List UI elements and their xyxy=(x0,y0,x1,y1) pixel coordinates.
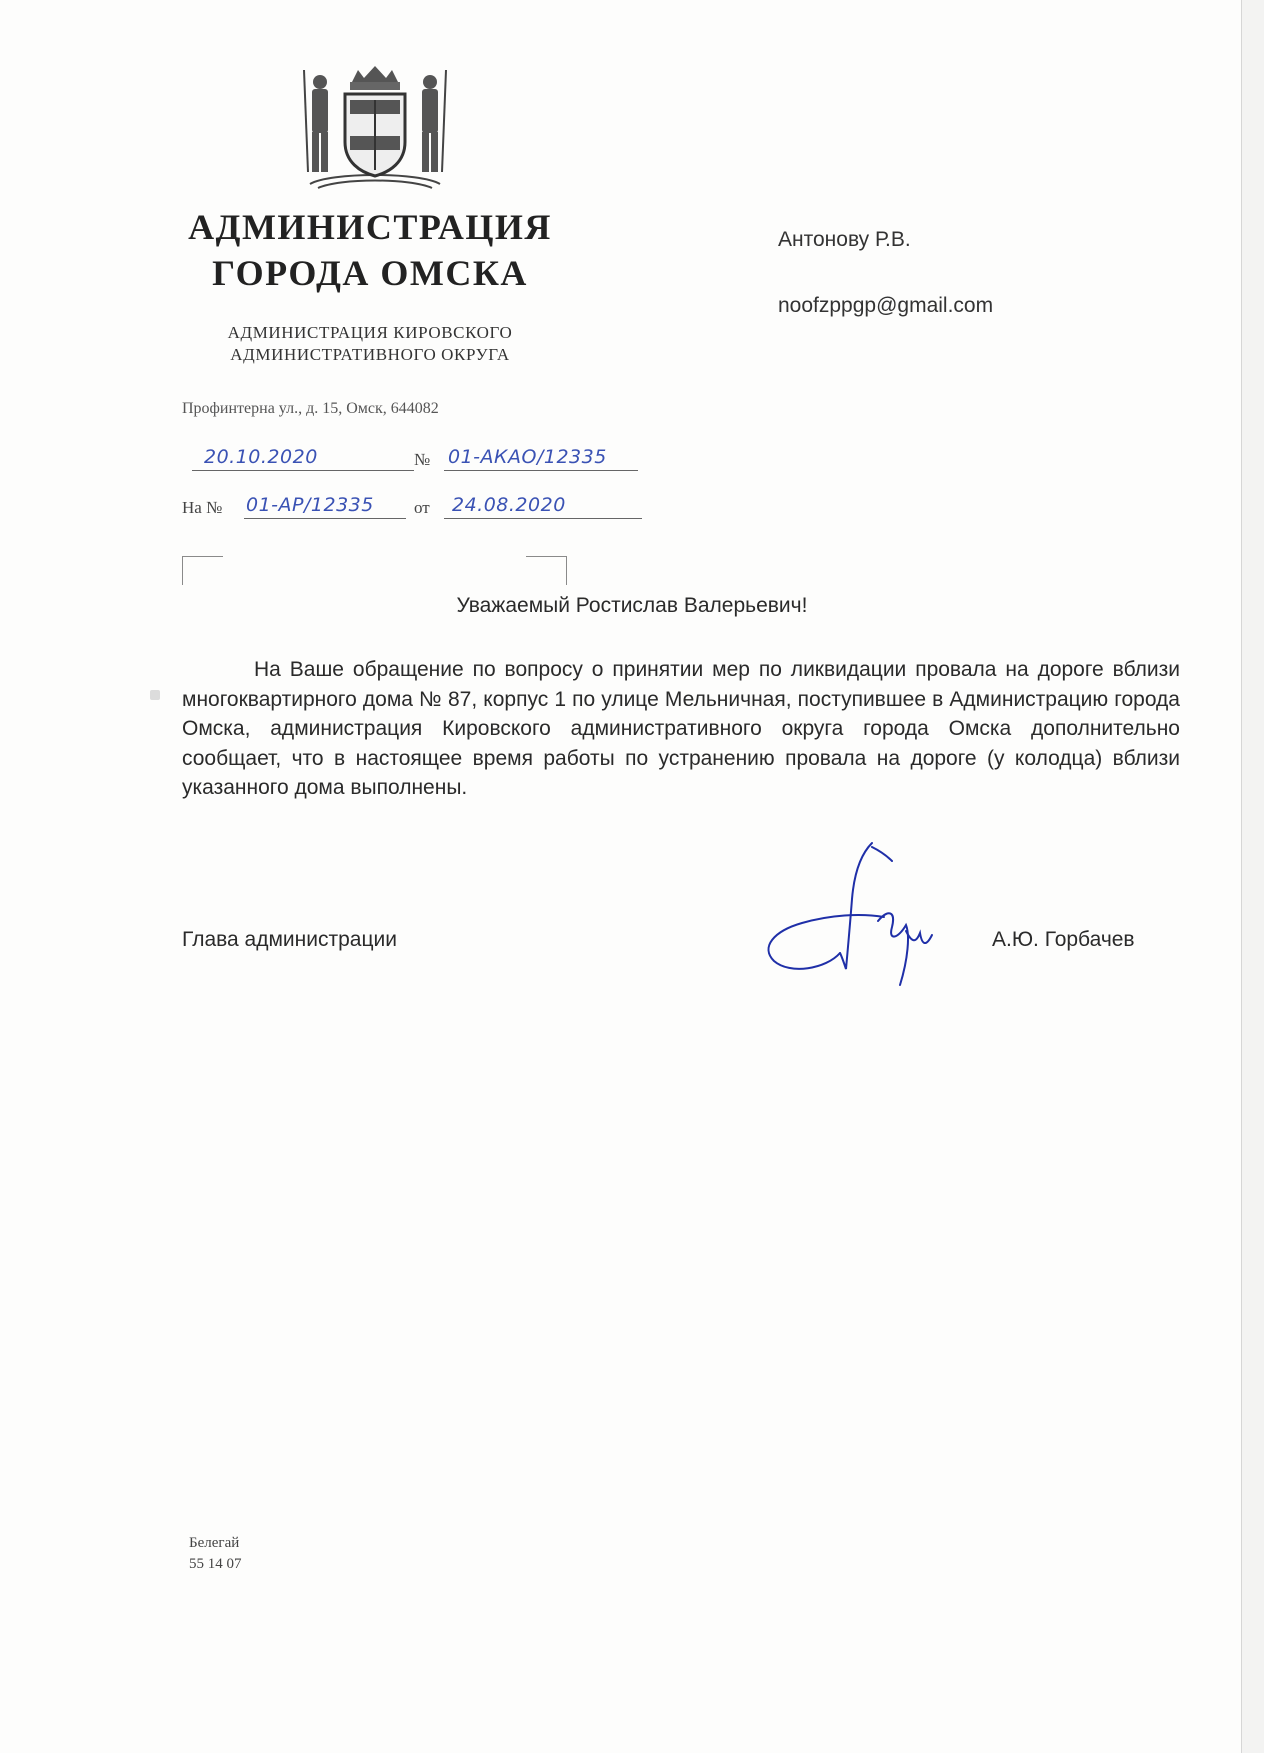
reply-from-label: от xyxy=(414,498,430,517)
district-line1: АДМИНИСТРАЦИЯ КИРОВСКОГО xyxy=(227,323,513,342)
number-sign: № xyxy=(414,450,431,469)
scan-edge xyxy=(1241,0,1264,1753)
executor-info xyxy=(189,1533,242,1575)
reply-prefix: На № xyxy=(182,498,223,517)
reply-registration xyxy=(182,494,642,524)
executor-name: Белегай xyxy=(189,1535,240,1551)
district-line2: АДМИНИСТРАТИВНОГО ОКРУГА xyxy=(230,345,510,364)
outgoing-date: 20.10.2020 xyxy=(192,446,414,471)
address-corner-left xyxy=(182,556,223,585)
executor-phone: 55 14 07 xyxy=(189,1556,242,1572)
letter-body: На Ваше обращение по вопросу о принятии мер по ликвидации провала на дороге вблизи многоквартирного дома № 87, корпус 1 по улице Мельничная, поступившее в Администрацию города Омска, администрация Кировского административного округа города Омска дополнительно сообщает, что в настоящее время работы по устранению провала на дороге (у колодца) вблизи указанного дома выполнены. xyxy=(182,658,1180,799)
organization-title-line2: ГОРОДА ОМСКА xyxy=(212,253,528,293)
addressee-name: Антонову Р.В. xyxy=(778,228,911,251)
reply-number: 01-АР/12335 xyxy=(244,494,406,519)
organization-title xyxy=(160,204,580,296)
outgoing-registration xyxy=(182,446,642,476)
organization-title-line1: АДМИНИСТРАЦИЯ xyxy=(188,207,552,247)
address-corner-right xyxy=(526,556,567,585)
signatory-position: Глава администрации xyxy=(182,928,397,951)
greeting: Уважаемый Ростислав Валерьевич! xyxy=(456,594,808,617)
reply-date: 24.08.2020 xyxy=(444,494,642,519)
outgoing-number: 01-АКАО/12335 xyxy=(444,446,638,471)
signatory-name: А.Ю. Горбачев xyxy=(992,928,1135,951)
coat-of-arms-icon xyxy=(290,62,460,192)
handwritten-signature xyxy=(760,835,960,995)
scan-mark xyxy=(150,690,160,700)
addressee-email: noofzppgp@gmail.com xyxy=(778,294,994,317)
district-administration xyxy=(160,322,580,366)
organization-address: Профинтерна ул., д. 15, Омск, 644082 xyxy=(182,400,439,417)
